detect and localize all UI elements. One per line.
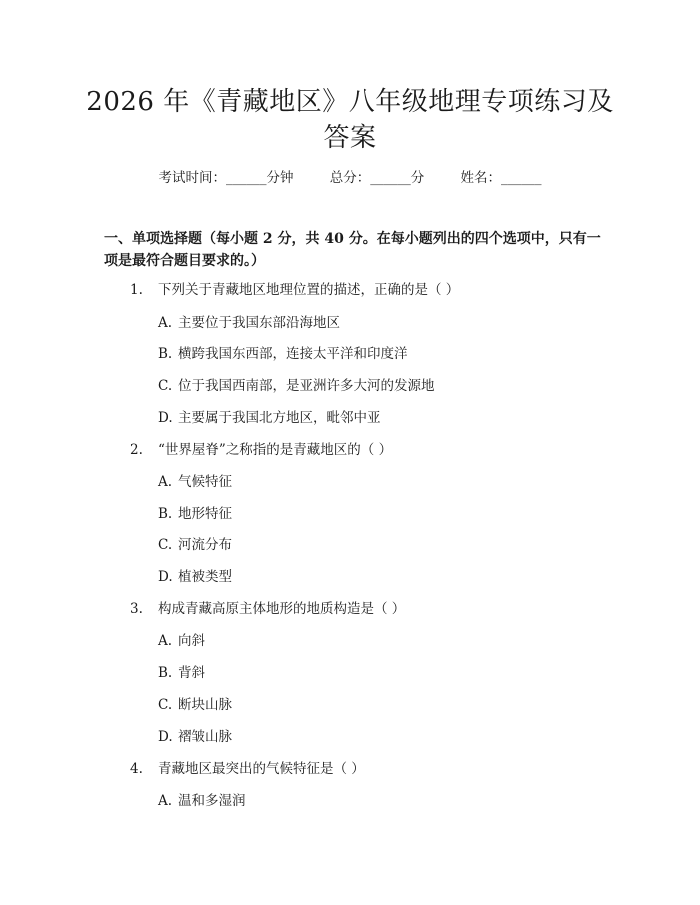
- question-number: 2.: [130, 442, 143, 458]
- option-1a: [158, 314, 340, 332]
- option-letter: C.: [158, 537, 173, 553]
- question-number: 4.: [130, 761, 143, 777]
- option-text: 气候特征: [178, 474, 232, 490]
- option-1c: [158, 377, 435, 395]
- option-text: 主要位于我国东部沿海地区: [178, 315, 340, 331]
- document-title: 2026 年《青藏地区》八年级地理专项练习及答案: [86, 87, 614, 153]
- option-3b: [158, 664, 205, 682]
- option-4a: [158, 792, 246, 810]
- option-2b: [158, 505, 232, 523]
- option-3c: [158, 696, 232, 714]
- option-2d: [158, 568, 232, 586]
- option-letter: B.: [158, 665, 173, 681]
- total-score-field: 总分：______分: [329, 170, 425, 186]
- section-heading: 一、单项选择题（每小题 2 分，共 40 分。在每小题列出的四个选项中，只有一项是最符合题目要求的。）: [104, 231, 601, 269]
- question-text: 下列关于青藏地区地理位置的描述，正确的是（ ）: [158, 282, 460, 298]
- student-name-field: 姓名：______: [460, 170, 542, 186]
- question-4: [130, 760, 365, 778]
- option-3d: [158, 728, 232, 746]
- question-2: [130, 441, 392, 459]
- option-2a: [158, 473, 232, 491]
- exam-meta-line: [0, 169, 700, 187]
- option-2c: [158, 536, 232, 554]
- option-letter: B.: [158, 346, 173, 362]
- exam-time-field: 考试时间：______分钟: [158, 170, 294, 186]
- option-letter: D.: [158, 729, 173, 745]
- question-text: 构成青藏高原主体地形的地质构造是（ ）: [158, 601, 406, 617]
- option-text: 向斜: [178, 633, 205, 649]
- option-text: 位于我国西南部，是亚洲许多大河的发源地: [178, 378, 435, 394]
- option-letter: A.: [158, 633, 173, 649]
- option-letter: D.: [158, 569, 173, 585]
- question-text: “世界屋脊”之称指的是青藏地区的（ ）: [158, 442, 393, 458]
- question-text: 青藏地区最突出的气候特征是（ ）: [158, 761, 365, 777]
- option-text: 主要属于我国北方地区，毗邻中亚: [178, 410, 381, 426]
- option-letter: A.: [158, 474, 173, 490]
- option-text: 褶皱山脉: [178, 729, 232, 745]
- option-text: 河流分布: [178, 537, 232, 553]
- option-letter: A.: [158, 793, 173, 809]
- option-letter: D.: [158, 410, 173, 426]
- option-letter: C.: [158, 697, 173, 713]
- option-text: 断块山脉: [178, 697, 232, 713]
- option-letter: A.: [158, 315, 173, 331]
- option-text: 植被类型: [178, 569, 232, 585]
- question-number: 3.: [130, 601, 143, 617]
- option-1d: [158, 409, 381, 427]
- option-text: 背斜: [178, 665, 205, 681]
- question-3: [130, 600, 405, 618]
- question-number: 1.: [130, 282, 143, 298]
- option-1b: [158, 345, 408, 363]
- option-text: 地形特征: [178, 506, 232, 522]
- option-text: 横跨我国东西部，连接太平洋和印度洋: [178, 346, 408, 362]
- option-letter: B.: [158, 506, 173, 522]
- option-3a: [158, 632, 205, 650]
- option-text: 温和多湿润: [178, 793, 246, 809]
- question-1: [130, 281, 459, 299]
- option-letter: C.: [158, 378, 173, 394]
